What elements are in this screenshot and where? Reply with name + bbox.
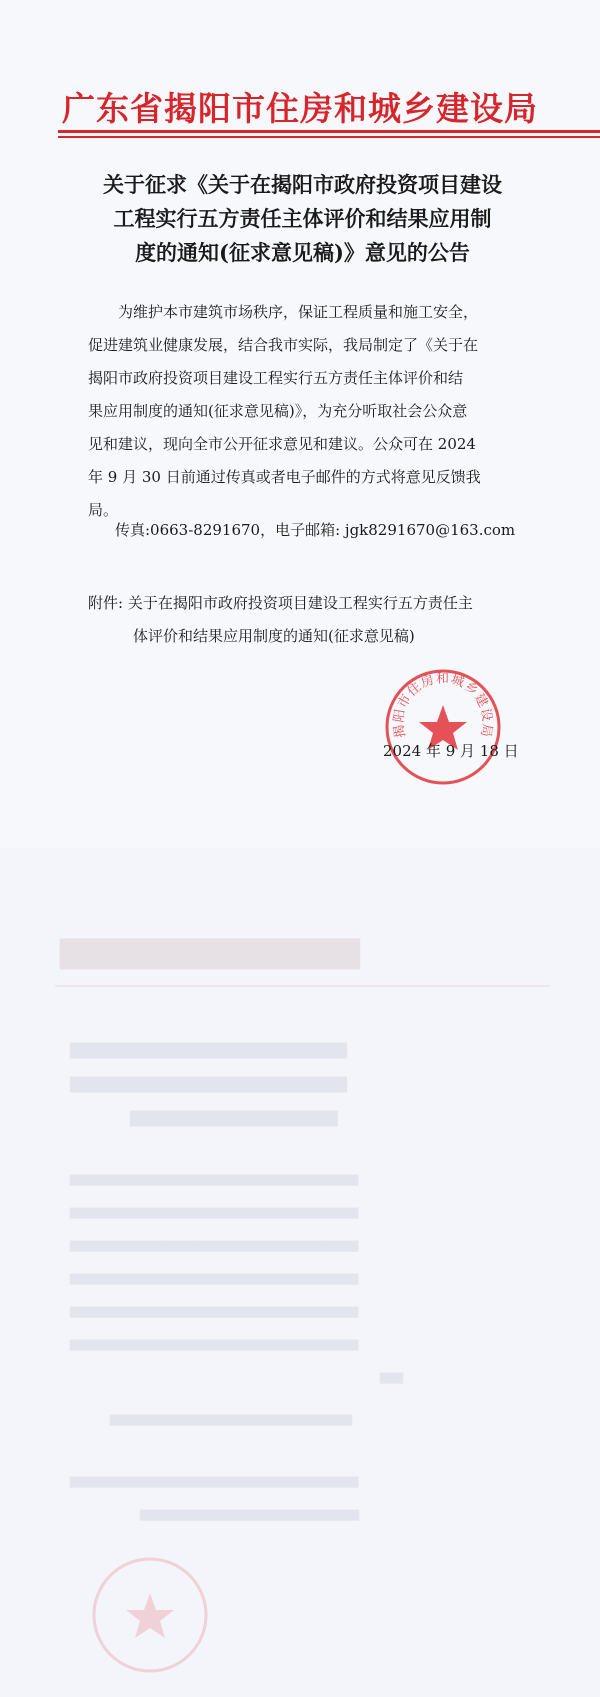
attachment-line: 体评价和结果应用制度的通知(征求意见稿) <box>133 627 415 645</box>
bleed-through-line: ▅▅▅▅▅▅▅▅▅▅▅▅▅▅▅▅▅▅▅▅▅▅▅▅▅ <box>70 1168 359 1186</box>
body-line: 为维护本市建筑市场秩序，保证工程质量和施工安全， <box>118 303 479 321</box>
notice-title <box>75 168 530 270</box>
bleed-through-line: ▅▅ <box>380 1366 404 1384</box>
bleed-through-letterhead: ▇▇▇▇▇▇▇▇▇▇▇▇▇ <box>60 935 360 970</box>
contact-info: 传真:0663-8291670，电子邮箱: jgk8291670@163.com <box>115 521 516 539</box>
bleed-through-line: ▅▅▅▅▅▅▅▅▅▅▅▅▅▅▅▅▅▅▅▅▅▅▅▅▅ <box>70 1267 359 1285</box>
attachment-note <box>88 587 518 653</box>
notice-body <box>88 296 508 527</box>
agency-letterhead: 广东省揭阳市住房和城乡建设局 <box>62 89 538 128</box>
official-seal <box>383 667 503 787</box>
letterhead-rule-thin <box>58 136 600 138</box>
body-line: 促进建筑业健康发展，结合我市实际，我局制定了《关于在 <box>88 336 479 354</box>
issue-date: 2024 年 9 月 18 日 <box>383 742 519 760</box>
bleed-through-line: ▆▆▆▆▆▆▆▆▆▆▆▆▆▆▆▆▆▆▆▆ <box>70 1038 347 1059</box>
bleed-through-line: ▅▅▅▅▅▅▅▅▅▅▅▅▅▅▅▅▅▅▅▅▅▅▅▅▅ <box>70 1201 359 1219</box>
bleed-through-line: ▅▅▅▅▅▅▅▅▅▅▅▅▅▅▅▅▅▅▅▅▅▅▅▅▅ <box>70 1470 359 1488</box>
document-page-1 <box>0 0 600 848</box>
body-line: 局。 <box>88 501 119 519</box>
bleed-through-line: ▅▅▅▅▅▅▅▅▅▅▅▅▅▅▅▅▅▅▅▅▅ <box>110 1408 353 1426</box>
bleed-through-line: ▅▅▅▅▅▅▅▅▅▅▅▅▅▅▅▅▅▅▅▅▅▅▅▅▅ <box>70 1333 359 1351</box>
body-line: 见和建议，现向全市公开征求意见和建议。公众可在 2024 <box>88 435 476 453</box>
body-line: 揭阳市政府投资项目建设工程实行五方责任主体评价和结 <box>88 369 464 387</box>
notice-title-line: 工程实行五方责任主体评价和结果应用制 <box>113 206 492 231</box>
bleed-through-rule <box>55 985 550 987</box>
attachment-line: 附件: 关于在揭阳市政府投资项目建设工程实行五方责任主 <box>88 594 473 612</box>
bleed-through-line: ▆▆▆▆▆▆▆▆▆▆▆▆▆▆▆ <box>130 1106 338 1127</box>
seal-text: 揭阳市住房和城乡建设局 <box>391 671 495 739</box>
notice-title-line: 关于征求《关于在揭阳市政府投资项目建设 <box>103 172 502 197</box>
document-page-2 <box>0 848 600 1697</box>
bleed-through-line: ▆▆▆▆▆▆▆▆▆▆▆▆▆▆▆▆▆▆▆▆ <box>70 1072 347 1093</box>
body-line: 年 9 月 30 日前通过传真或者电子邮件的方式将意见反馈我 <box>88 468 481 486</box>
bleed-through-line: ▅▅▅▅▅▅▅▅▅▅▅▅▅▅▅▅▅▅▅▅▅▅▅▅▅ <box>70 1234 359 1252</box>
body-line: 果应用制度的通知(征求意见稿)》，为充分听取社会公众意 <box>88 402 468 420</box>
notice-title-line: 度的通知(征求意见稿)》意见的公告 <box>135 240 470 265</box>
bleed-through-seal <box>90 1555 210 1675</box>
bleed-through-line: ▅▅▅▅▅▅▅▅▅▅▅▅▅▅▅▅▅▅▅▅▅▅▅▅▅ <box>70 1300 359 1318</box>
bleed-through-line: ▅▅▅▅▅▅▅▅▅▅▅▅▅▅▅▅▅▅▅ <box>140 1503 360 1521</box>
letterhead-rule-thick <box>58 130 600 133</box>
